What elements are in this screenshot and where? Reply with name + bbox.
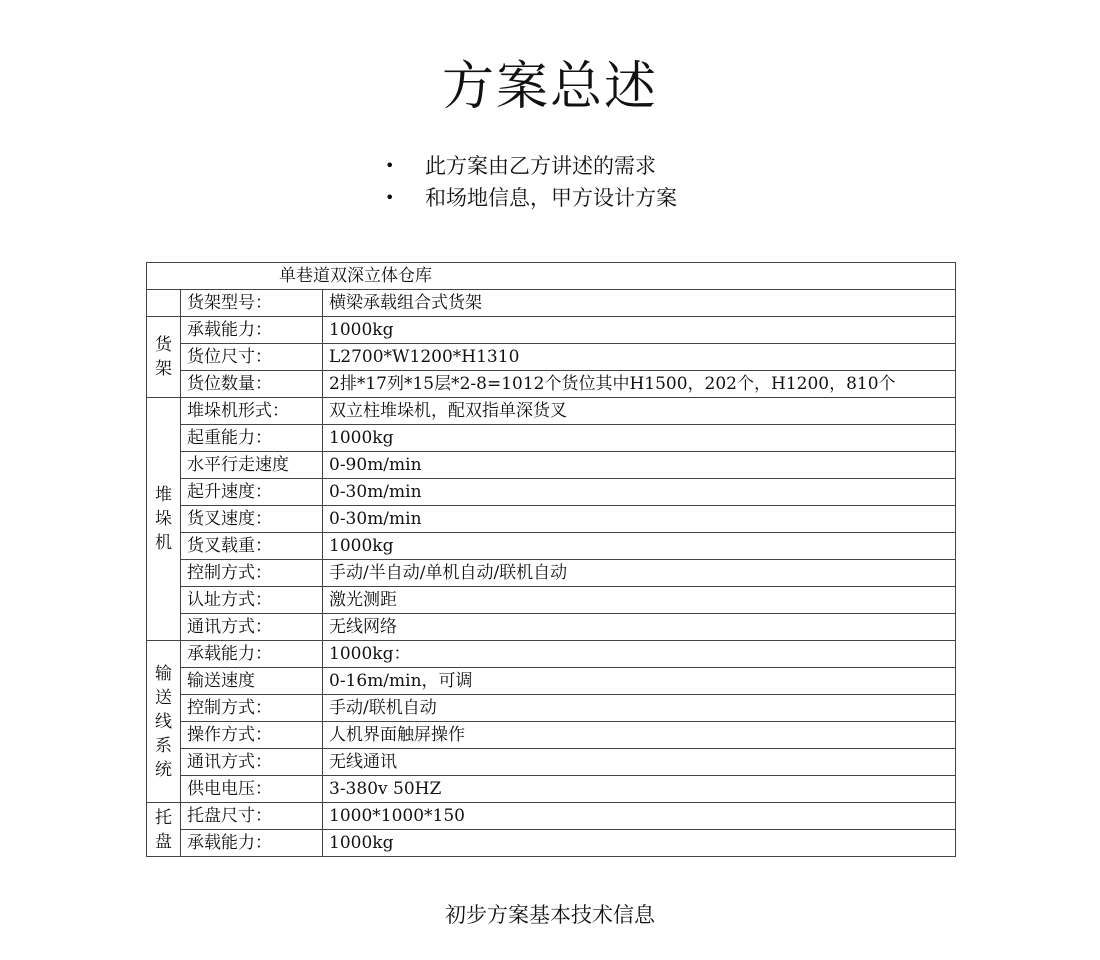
row-value: 1000*1000*150: [323, 803, 956, 830]
bullet-dot-icon: •: [385, 156, 395, 175]
table-row: [147, 830, 956, 857]
row-value: 人机界面触屏操作: [323, 722, 956, 749]
bullet-text: 和场地信息，甲方设计方案: [425, 186, 677, 210]
table-row: [147, 317, 956, 344]
category-cell: [147, 398, 181, 641]
table-row: [147, 452, 956, 479]
row-label: 堆垛机形式：: [181, 398, 323, 425]
row-label: 水平行走速度: [181, 452, 323, 479]
row-label: 货位数量：: [181, 371, 323, 398]
table-row: [147, 776, 956, 803]
row-label: 承载能力：: [181, 641, 323, 668]
page-title: 方案总述: [441, 57, 658, 117]
row-value: 1000kg: [323, 830, 956, 857]
table-row: [147, 425, 956, 452]
row-label: 托盘尺寸：: [181, 803, 323, 830]
row-value: 1000kg: [323, 317, 956, 344]
row-value: 双立柱堆垛机，配双指单深货叉: [323, 398, 956, 425]
table-row: [147, 668, 956, 695]
bullet-list: [385, 150, 677, 214]
row-value: 无线网络: [323, 614, 956, 641]
table-heading: 单巷道双深立体仓库: [147, 263, 956, 290]
table-row: [147, 371, 956, 398]
row-label: 操作方式：: [181, 722, 323, 749]
row-value: 0-16m/min，可调: [323, 668, 956, 695]
category-cell: [147, 803, 181, 857]
category-cell: [147, 641, 181, 803]
row-value: 1000kg: [323, 533, 956, 560]
table-row: [147, 614, 956, 641]
row-label: 供电电压：: [181, 776, 323, 803]
table-row: [147, 587, 956, 614]
row-value: 2排*17列*15层*2-8=1012个货位其中H1500，202个，H1200，810个: [323, 371, 956, 398]
row-value: 0-30m/min: [323, 479, 956, 506]
table-row: [147, 398, 956, 425]
table-row: [147, 560, 956, 587]
table-row: [147, 344, 956, 371]
row-label: 认址方式：: [181, 587, 323, 614]
figure-caption: 初步方案基本技术信息: [445, 903, 655, 927]
row-label: 货位尺寸：: [181, 344, 323, 371]
category-label: 货架: [155, 335, 172, 379]
row-label: 货叉速度：: [181, 506, 323, 533]
table-row: [147, 641, 956, 668]
row-label: 通讯方式：: [181, 749, 323, 776]
row-label: 承载能力：: [181, 830, 323, 857]
table-row: [147, 479, 956, 506]
row-label: 控制方式：: [181, 695, 323, 722]
row-value: 手动/半自动/单机自动/联机自动: [323, 560, 956, 587]
row-label: 货架型号：: [181, 290, 323, 317]
row-label: 控制方式：: [181, 560, 323, 587]
row-value: 0-30m/min: [323, 506, 956, 533]
row-value: 无线通讯: [323, 749, 956, 776]
bullet-text: 此方案由乙方讲述的需求: [425, 154, 656, 178]
row-label: 通讯方式：: [181, 614, 323, 641]
row-label: 输送速度: [181, 668, 323, 695]
row-label: 货叉载重：: [181, 533, 323, 560]
table-row: [147, 290, 956, 317]
table-row: [147, 722, 956, 749]
category-label: 输送线系统: [155, 663, 172, 780]
row-value: 3-380v 50HZ: [323, 776, 956, 803]
row-label: 起重能力：: [181, 425, 323, 452]
row-label: 承载能力：: [181, 317, 323, 344]
category-cell: [147, 290, 181, 317]
row-label: 起升速度：: [181, 479, 323, 506]
row-value: 手动/联机自动: [323, 695, 956, 722]
spec-table: [146, 262, 956, 857]
row-value: 激光测距: [323, 587, 956, 614]
table-row: [147, 695, 956, 722]
row-value: 横梁承载组合式货架: [323, 290, 956, 317]
bullet-item: [385, 150, 677, 182]
category-label: 堆垛机: [155, 485, 172, 553]
row-value: 0-90m/min: [323, 452, 956, 479]
table-row: [147, 749, 956, 776]
row-value: L2700*W1200*H1310: [323, 344, 956, 371]
bullet-dot-icon: •: [385, 188, 395, 207]
table-row: [147, 533, 956, 560]
table-row: [147, 803, 956, 830]
category-label: 托盘: [155, 807, 172, 852]
category-cell: [147, 317, 181, 398]
table-heading-row: [147, 263, 956, 290]
table-row: [147, 506, 956, 533]
row-value: 1000kg: [323, 425, 956, 452]
bullet-item: [385, 182, 677, 214]
row-value: 1000kg：: [323, 641, 956, 668]
